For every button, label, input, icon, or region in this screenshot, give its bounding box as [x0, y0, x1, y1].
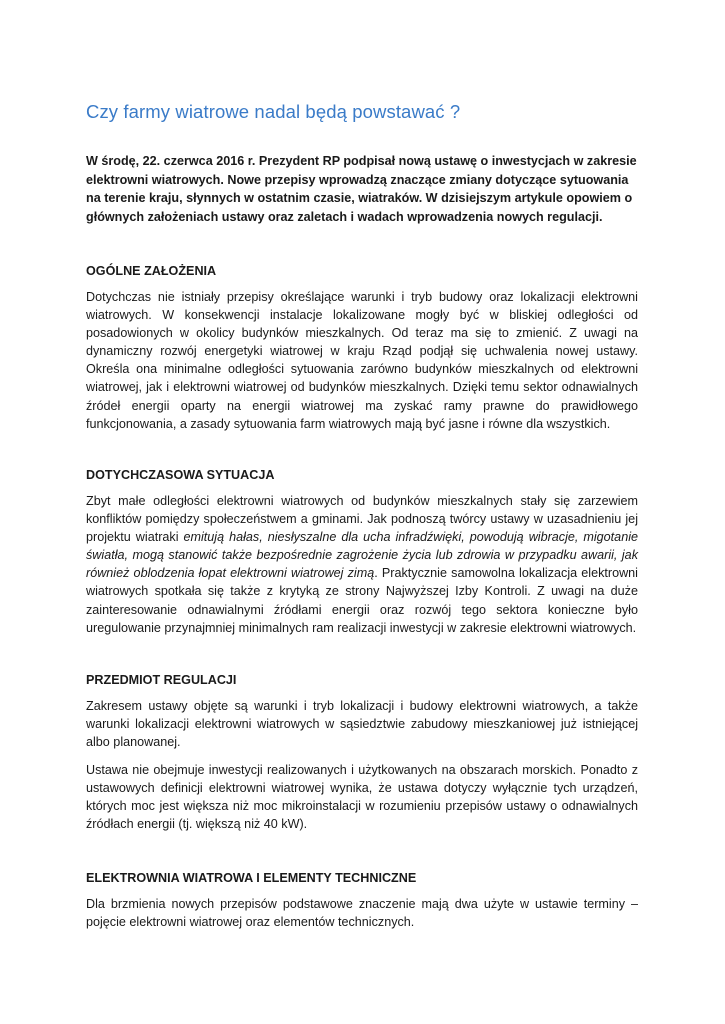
article-title: Czy farmy wiatrowe nadal będą powstawać ?	[86, 101, 461, 122]
section-heading-current-situation: DOTYCHCZASOWA SYTUACJA	[86, 468, 275, 482]
section-paragraph: Dla brzmienia nowych przepisów podstawowe znaczenie mają dwa użyte w ustawie terminy – pojęcie elektrowni wiatrowej oraz elementów technicznych.	[86, 897, 638, 930]
article-intro: W środę, 22. czerwca 2016 r. Prezydent RP podpisał nową ustawę o inwestycjach w zakresie elektrowni wiatrowych. Nowe przepisy wprowadzą znaczące zmiany dotyczące sytuowania na terenie kraju, słynnych w ostatnim czasie, wiatraków. W dzisiejszym artykule opowiem o głównych założeniach ustawy oraz zaletach i wadach wprowadzenia nowych regulacji.	[86, 154, 637, 224]
section-paragraph	[86, 492, 638, 637]
paragraph-text: Zbyt małe odległości elektrowni wiatrowych od budynków mieszkalnych stały się zarzewiem konfliktów pomiędzy społeczeństwem a gminami. Jak podnoszą twórcy ustawy w uzasadnieniu jej projektu wiatraki	[86, 494, 638, 545]
section-heading-subject-of-regulation: PRZEDMIOT REGULACJI	[86, 673, 237, 687]
section-paragraph: Dotychczas nie istniały przepisy określające warunki i tryb budowy oraz lokalizacji elektrowni wiatrowych. W konsekwencji instalacje lokalizowane mogły być w bliskiej odległości od posadowionych w okolicy budynków mieszkalnych. Od teraz ma się to zmienić. Z uwagi na dynamiczny rozwój energetyki wiatrowej w kraju Rząd podjął się uchwalenia nowej ustawy. Określa ona minimalne odległości sytuowania zarówno budynków mieszkalnych od elektrowni wiatrowej, jak i elektrowni wiatrowej od budynków mieszkalnych. Dzięki temu sektor odnawialnych źródeł energii oparty na energii wiatrowej ma zyskać ramy prawne do prawidłowego funkcjonowania, a zasady sytuowania farm wiatrowych mają być jasne i równe dla wszystkich.	[86, 290, 638, 431]
section-paragraph: Ustawa nie obejmuje inwestycji realizowanych i użytkowanych na obszarach morskich. Ponadto z ustawowych definicji elektrowni wiatrowej wynika, że ustawa dotyczy wyłącznie tych urządzeń, których moc jest większa niż moc mikroinstalacji w rozumieniu przepisów ustawy o odnawialnych źródłach energii (tj. większą niż 40 kW).	[86, 763, 638, 832]
paragraph-italic-quote: emitują hałas, niesłyszalne dla ucha infradźwięki, powodują wibracje, migotanie światła, mogą stanowić także bezpośrednie zagrożenie życia lub zdrowia w przypadku awarii, jak również oblodzenia łopat elektrowni wiatrowej zimą	[86, 530, 638, 581]
paragraph-text: . Praktycznie samowolna lokalizacja elektrowni wiatrowych spotkała się także z krytyką ze strony Najwyższej Izby Kontroli. Z uwagi na duże zainteresowanie odnawialnymi źródłami energii oraz rozwój tego sektora konieczne było uregulowanie przynajmniej minimalnych ram realizacji inwestycji w zakresie elektrowni wiatrowych.	[86, 566, 638, 635]
section-heading-general-assumptions: OGÓLNE ZAŁOŻENIA	[86, 264, 217, 278]
section-heading-wind-power-plant: ELEKTROWNIA WIATROWA I ELEMENTY TECHNICZNE	[86, 871, 417, 885]
section-paragraph: Zakresem ustawy objęte są warunki i tryb lokalizacji i budowy elektrowni wiatrowych, a także warunki lokalizacji elektrowni wiatrowych w sąsiedztwie zabudowy mieszkaniowej już istniejącej albo planowanej.	[86, 699, 638, 750]
